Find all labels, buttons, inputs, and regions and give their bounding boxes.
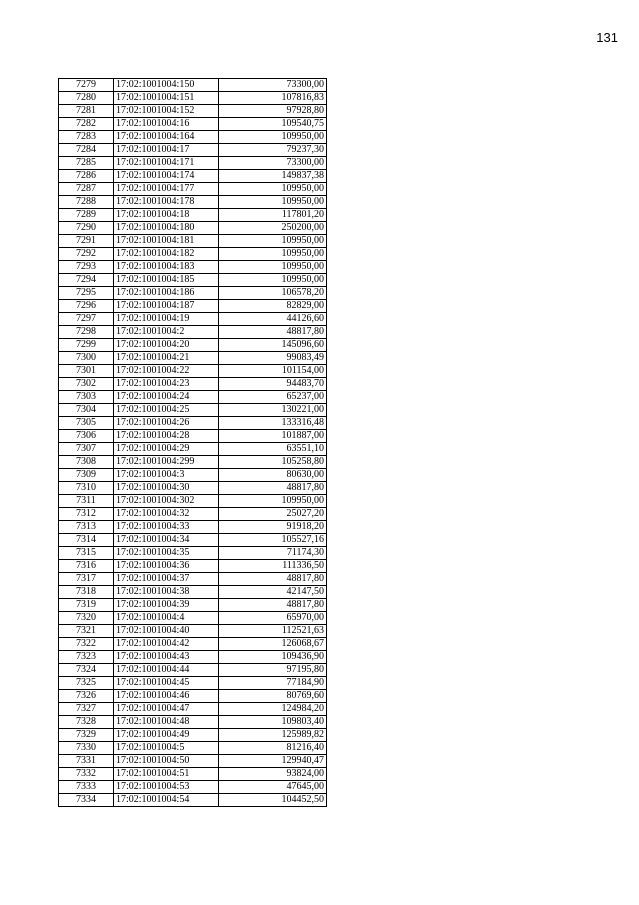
table-row <box>59 183 327 196</box>
table-row <box>59 482 327 495</box>
table-row <box>59 287 327 300</box>
cadastral-number-cell: 17:02:1001004:18 <box>114 209 219 222</box>
cadastral-number-cell: 17:02:1001004:23 <box>114 378 219 391</box>
table-row <box>59 404 327 417</box>
row-number-cell: 7293 <box>59 261 114 274</box>
amount-cell: 42147,50 <box>219 586 327 599</box>
table-row <box>59 703 327 716</box>
amount-cell: 48817,80 <box>219 573 327 586</box>
amount-cell: 82829,00 <box>219 300 327 313</box>
amount-cell: 73300,00 <box>219 157 327 170</box>
row-number-cell: 7307 <box>59 443 114 456</box>
row-number-cell: 7286 <box>59 170 114 183</box>
amount-cell: 47645,00 <box>219 781 327 794</box>
cadastral-number-cell: 17:02:1001004:53 <box>114 781 219 794</box>
table-row <box>59 378 327 391</box>
amount-cell: 44126,60 <box>219 313 327 326</box>
row-number-cell: 7301 <box>59 365 114 378</box>
table-row <box>59 469 327 482</box>
row-number-cell: 7331 <box>59 755 114 768</box>
cadastral-number-cell: 17:02:1001004:187 <box>114 300 219 313</box>
table-row <box>59 495 327 508</box>
cadastral-number-cell: 17:02:1001004:24 <box>114 391 219 404</box>
cadastral-number-cell: 17:02:1001004:44 <box>114 664 219 677</box>
amount-cell: 109950,00 <box>219 131 327 144</box>
row-number-cell: 7310 <box>59 482 114 495</box>
row-number-cell: 7309 <box>59 469 114 482</box>
row-number-cell: 7299 <box>59 339 114 352</box>
amount-cell: 112521,63 <box>219 625 327 638</box>
cadastral-number-cell: 17:02:1001004:45 <box>114 677 219 690</box>
amount-cell: 104452,50 <box>219 794 327 807</box>
cadastral-number-cell: 17:02:1001004:4 <box>114 612 219 625</box>
table-row <box>59 261 327 274</box>
row-number-cell: 7305 <box>59 417 114 430</box>
amount-cell: 124984,20 <box>219 703 327 716</box>
amount-cell: 65970,00 <box>219 612 327 625</box>
cadastral-number-cell: 17:02:1001004:186 <box>114 287 219 300</box>
amount-cell: 109540,75 <box>219 118 327 131</box>
row-number-cell: 7314 <box>59 534 114 547</box>
table-row <box>59 92 327 105</box>
table-row <box>59 443 327 456</box>
table-row <box>59 456 327 469</box>
amount-cell: 101887,00 <box>219 430 327 443</box>
row-number-cell: 7327 <box>59 703 114 716</box>
row-number-cell: 7287 <box>59 183 114 196</box>
table-row <box>59 508 327 521</box>
amount-cell: 105258,80 <box>219 456 327 469</box>
amount-cell: 149837,38 <box>219 170 327 183</box>
row-number-cell: 7313 <box>59 521 114 534</box>
table-row <box>59 599 327 612</box>
row-number-cell: 7333 <box>59 781 114 794</box>
amount-cell: 101154,00 <box>219 365 327 378</box>
cadastral-number-cell: 17:02:1001004:36 <box>114 560 219 573</box>
cadastral-number-cell: 17:02:1001004:46 <box>114 690 219 703</box>
amount-cell: 48817,80 <box>219 482 327 495</box>
row-number-cell: 7288 <box>59 196 114 209</box>
table-row <box>59 794 327 807</box>
row-number-cell: 7284 <box>59 144 114 157</box>
amount-cell: 81216,40 <box>219 742 327 755</box>
table-row <box>59 391 327 404</box>
row-number-cell: 7312 <box>59 508 114 521</box>
amount-cell: 79237,30 <box>219 144 327 157</box>
cadastral-number-cell: 17:02:1001004:183 <box>114 261 219 274</box>
amount-cell: 80769,60 <box>219 690 327 703</box>
amount-cell: 97195,80 <box>219 664 327 677</box>
row-number-cell: 7304 <box>59 404 114 417</box>
cadastral-number-cell: 17:02:1001004:19 <box>114 313 219 326</box>
table-row <box>59 222 327 235</box>
table-row <box>59 547 327 560</box>
cadastral-number-cell: 17:02:1001004:3 <box>114 469 219 482</box>
table-row <box>59 79 327 92</box>
row-number-cell: 7300 <box>59 352 114 365</box>
table-row <box>59 729 327 742</box>
amount-cell: 109950,00 <box>219 235 327 248</box>
table-row <box>59 417 327 430</box>
cadastral-number-cell: 17:02:1001004:299 <box>114 456 219 469</box>
cadastral-number-cell: 17:02:1001004:48 <box>114 716 219 729</box>
row-number-cell: 7318 <box>59 586 114 599</box>
table-row <box>59 326 327 339</box>
amount-cell: 109950,00 <box>219 274 327 287</box>
amount-cell: 109950,00 <box>219 261 327 274</box>
cadastral-number-cell: 17:02:1001004:302 <box>114 495 219 508</box>
amount-cell: 73300,00 <box>219 79 327 92</box>
cadastral-number-cell: 17:02:1001004:16 <box>114 118 219 131</box>
table-row <box>59 677 327 690</box>
table-row <box>59 131 327 144</box>
table-row <box>59 716 327 729</box>
row-number-cell: 7294 <box>59 274 114 287</box>
amount-cell: 77184,90 <box>219 677 327 690</box>
cadastral-number-cell: 17:02:1001004:28 <box>114 430 219 443</box>
cadastral-number-cell: 17:02:1001004:151 <box>114 92 219 105</box>
row-number-cell: 7332 <box>59 768 114 781</box>
table-row <box>59 274 327 287</box>
cadastral-number-cell: 17:02:1001004:152 <box>114 105 219 118</box>
row-number-cell: 7282 <box>59 118 114 131</box>
table-row <box>59 339 327 352</box>
table-row <box>59 781 327 794</box>
table-row <box>59 690 327 703</box>
amount-cell: 71174,30 <box>219 547 327 560</box>
records-table-body <box>59 79 327 807</box>
table-row <box>59 118 327 131</box>
cadastral-number-cell: 17:02:1001004:33 <box>114 521 219 534</box>
cadastral-number-cell: 17:02:1001004:32 <box>114 508 219 521</box>
cadastral-number-cell: 17:02:1001004:171 <box>114 157 219 170</box>
amount-cell: 133316,48 <box>219 417 327 430</box>
table-row <box>59 638 327 651</box>
amount-cell: 107816,83 <box>219 92 327 105</box>
row-number-cell: 7321 <box>59 625 114 638</box>
row-number-cell: 7308 <box>59 456 114 469</box>
cadastral-number-cell: 17:02:1001004:54 <box>114 794 219 807</box>
table-row <box>59 313 327 326</box>
cadastral-number-cell: 17:02:1001004:21 <box>114 352 219 365</box>
amount-cell: 99083,49 <box>219 352 327 365</box>
amount-cell: 97928,80 <box>219 105 327 118</box>
cadastral-number-cell: 17:02:1001004:182 <box>114 248 219 261</box>
table-row <box>59 534 327 547</box>
row-number-cell: 7334 <box>59 794 114 807</box>
cadastral-number-cell: 17:02:1001004:178 <box>114 196 219 209</box>
amount-cell: 111336,50 <box>219 560 327 573</box>
row-number-cell: 7296 <box>59 300 114 313</box>
row-number-cell: 7283 <box>59 131 114 144</box>
row-number-cell: 7279 <box>59 79 114 92</box>
row-number-cell: 7311 <box>59 495 114 508</box>
row-number-cell: 7320 <box>59 612 114 625</box>
table-row <box>59 612 327 625</box>
row-number-cell: 7326 <box>59 690 114 703</box>
row-number-cell: 7303 <box>59 391 114 404</box>
row-number-cell: 7319 <box>59 599 114 612</box>
cadastral-number-cell: 17:02:1001004:30 <box>114 482 219 495</box>
amount-cell: 63551,10 <box>219 443 327 456</box>
amount-cell: 109950,00 <box>219 183 327 196</box>
cadastral-number-cell: 17:02:1001004:150 <box>114 79 219 92</box>
cadastral-number-cell: 17:02:1001004:42 <box>114 638 219 651</box>
amount-cell: 48817,80 <box>219 599 327 612</box>
table-row <box>59 365 327 378</box>
amount-cell: 105527,16 <box>219 534 327 547</box>
row-number-cell: 7329 <box>59 729 114 742</box>
table-row <box>59 430 327 443</box>
amount-cell: 109803,40 <box>219 716 327 729</box>
row-number-cell: 7306 <box>59 430 114 443</box>
row-number-cell: 7322 <box>59 638 114 651</box>
table-row <box>59 300 327 313</box>
row-number-cell: 7298 <box>59 326 114 339</box>
cadastral-number-cell: 17:02:1001004:174 <box>114 170 219 183</box>
amount-cell: 109950,00 <box>219 196 327 209</box>
row-number-cell: 7317 <box>59 573 114 586</box>
amount-cell: 93824,00 <box>219 768 327 781</box>
cadastral-number-cell: 17:02:1001004:5 <box>114 742 219 755</box>
cadastral-number-cell: 17:02:1001004:49 <box>114 729 219 742</box>
amount-cell: 117801,20 <box>219 209 327 222</box>
table-row <box>59 352 327 365</box>
amount-cell: 94483,70 <box>219 378 327 391</box>
row-number-cell: 7285 <box>59 157 114 170</box>
table-row <box>59 573 327 586</box>
cadastral-number-cell: 17:02:1001004:38 <box>114 586 219 599</box>
table-row <box>59 560 327 573</box>
table-row <box>59 105 327 118</box>
cadastral-number-cell: 17:02:1001004:47 <box>114 703 219 716</box>
amount-cell: 106578,20 <box>219 287 327 300</box>
table-row <box>59 157 327 170</box>
amount-cell: 80630,00 <box>219 469 327 482</box>
amount-cell: 65237,00 <box>219 391 327 404</box>
table-row <box>59 248 327 261</box>
table-row <box>59 209 327 222</box>
cadastral-number-cell: 17:02:1001004:22 <box>114 365 219 378</box>
amount-cell: 145096,60 <box>219 339 327 352</box>
cadastral-number-cell: 17:02:1001004:181 <box>114 235 219 248</box>
row-number-cell: 7328 <box>59 716 114 729</box>
cadastral-number-cell: 17:02:1001004:2 <box>114 326 219 339</box>
cadastral-number-cell: 17:02:1001004:51 <box>114 768 219 781</box>
cadastral-number-cell: 17:02:1001004:35 <box>114 547 219 560</box>
row-number-cell: 7302 <box>59 378 114 391</box>
cadastral-number-cell: 17:02:1001004:164 <box>114 131 219 144</box>
cadastral-number-cell: 17:02:1001004:37 <box>114 573 219 586</box>
row-number-cell: 7323 <box>59 651 114 664</box>
cadastral-number-cell: 17:02:1001004:20 <box>114 339 219 352</box>
amount-cell: 125989,82 <box>219 729 327 742</box>
cadastral-number-cell: 17:02:1001004:43 <box>114 651 219 664</box>
amount-cell: 126068,67 <box>219 638 327 651</box>
cadastral-number-cell: 17:02:1001004:29 <box>114 443 219 456</box>
amount-cell: 130221,00 <box>219 404 327 417</box>
row-number-cell: 7295 <box>59 287 114 300</box>
cadastral-number-cell: 17:02:1001004:177 <box>114 183 219 196</box>
amount-cell: 91918,20 <box>219 521 327 534</box>
amount-cell: 129940,47 <box>219 755 327 768</box>
row-number-cell: 7292 <box>59 248 114 261</box>
row-number-cell: 7280 <box>59 92 114 105</box>
table-row <box>59 521 327 534</box>
cadastral-number-cell: 17:02:1001004:26 <box>114 417 219 430</box>
cadastral-number-cell: 17:02:1001004:40 <box>114 625 219 638</box>
row-number-cell: 7330 <box>59 742 114 755</box>
cadastral-number-cell: 17:02:1001004:17 <box>114 144 219 157</box>
table-row <box>59 235 327 248</box>
table-row <box>59 196 327 209</box>
amount-cell: 25027,20 <box>219 508 327 521</box>
table-row <box>59 742 327 755</box>
amount-cell: 109950,00 <box>219 248 327 261</box>
row-number-cell: 7315 <box>59 547 114 560</box>
row-number-cell: 7281 <box>59 105 114 118</box>
row-number-cell: 7289 <box>59 209 114 222</box>
page-number: 131 <box>596 30 618 45</box>
amount-cell: 109950,00 <box>219 495 327 508</box>
table-row <box>59 768 327 781</box>
cadastral-number-cell: 17:02:1001004:34 <box>114 534 219 547</box>
row-number-cell: 7325 <box>59 677 114 690</box>
cadastral-number-cell: 17:02:1001004:185 <box>114 274 219 287</box>
table-row <box>59 755 327 768</box>
row-number-cell: 7297 <box>59 313 114 326</box>
records-table <box>58 78 327 807</box>
table-row <box>59 625 327 638</box>
table-row <box>59 664 327 677</box>
table-row <box>59 170 327 183</box>
row-number-cell: 7316 <box>59 560 114 573</box>
amount-cell: 250200,00 <box>219 222 327 235</box>
row-number-cell: 7291 <box>59 235 114 248</box>
amount-cell: 48817,80 <box>219 326 327 339</box>
table-row <box>59 144 327 157</box>
cadastral-number-cell: 17:02:1001004:39 <box>114 599 219 612</box>
table-row <box>59 651 327 664</box>
table-row <box>59 586 327 599</box>
cadastral-number-cell: 17:02:1001004:50 <box>114 755 219 768</box>
cadastral-number-cell: 17:02:1001004:180 <box>114 222 219 235</box>
cadastral-number-cell: 17:02:1001004:25 <box>114 404 219 417</box>
amount-cell: 109436,90 <box>219 651 327 664</box>
row-number-cell: 7324 <box>59 664 114 677</box>
row-number-cell: 7290 <box>59 222 114 235</box>
